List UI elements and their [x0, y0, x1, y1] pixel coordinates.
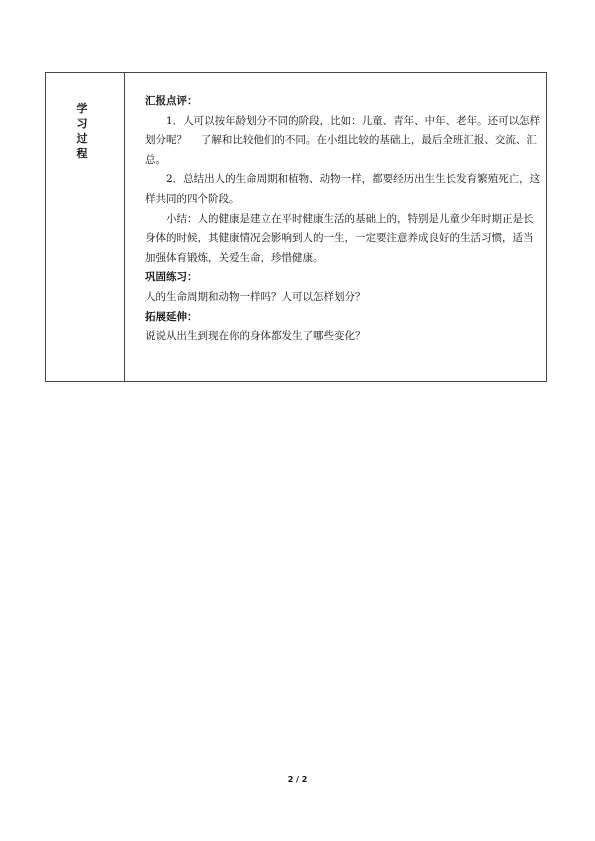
practice-heading: 巩固练习： — [145, 271, 198, 284]
report-heading: 汇报点评： — [145, 95, 198, 107]
lesson-table — [45, 72, 547, 382]
learning-process-label — [75, 101, 89, 161]
row-label-char: 习 — [76, 117, 88, 130]
report-paragraph-2: 2．总结出人的生命周期和植物、动物一样，都要经历出生生长发育繁殖死亡，这样共同的四个阶段。 — [145, 173, 541, 205]
report-paragraph-1: 1．人可以按年龄划分不同的阶段，比如：儿童、青年、中年、老年。还可以怎样划分呢？ 了解和比较他们的不同。在小组比较的基础上，最后全班汇报、交流、汇总。 — [145, 114, 541, 166]
row-label-cell — [46, 73, 125, 381]
summary-paragraph: 小结：人的健康是建立在平时健康生活的基础上的，特别是儿童少年时期正是长身体的时候，其健康情况会影响到人的一生，一定要注意养成良好的生活习惯，适当加强体育锻炼，关爱生命，珍惜健康。 — [145, 212, 534, 264]
content-cell — [125, 73, 546, 381]
extension-heading: 拓展延伸： — [145, 310, 198, 323]
row-label-char: 过 — [76, 132, 88, 145]
page-number: 2 / 2 — [287, 775, 308, 784]
row-label-char: 程 — [76, 147, 88, 160]
practice-text: 人的生命周期和动物一样吗？人可以怎样划分？ — [145, 290, 366, 303]
extension-text: 说说从出生到现在你的身体都发生了哪些变化？ — [145, 330, 366, 343]
lesson-content — [145, 92, 543, 347]
row-label-char: 学 — [76, 102, 88, 115]
